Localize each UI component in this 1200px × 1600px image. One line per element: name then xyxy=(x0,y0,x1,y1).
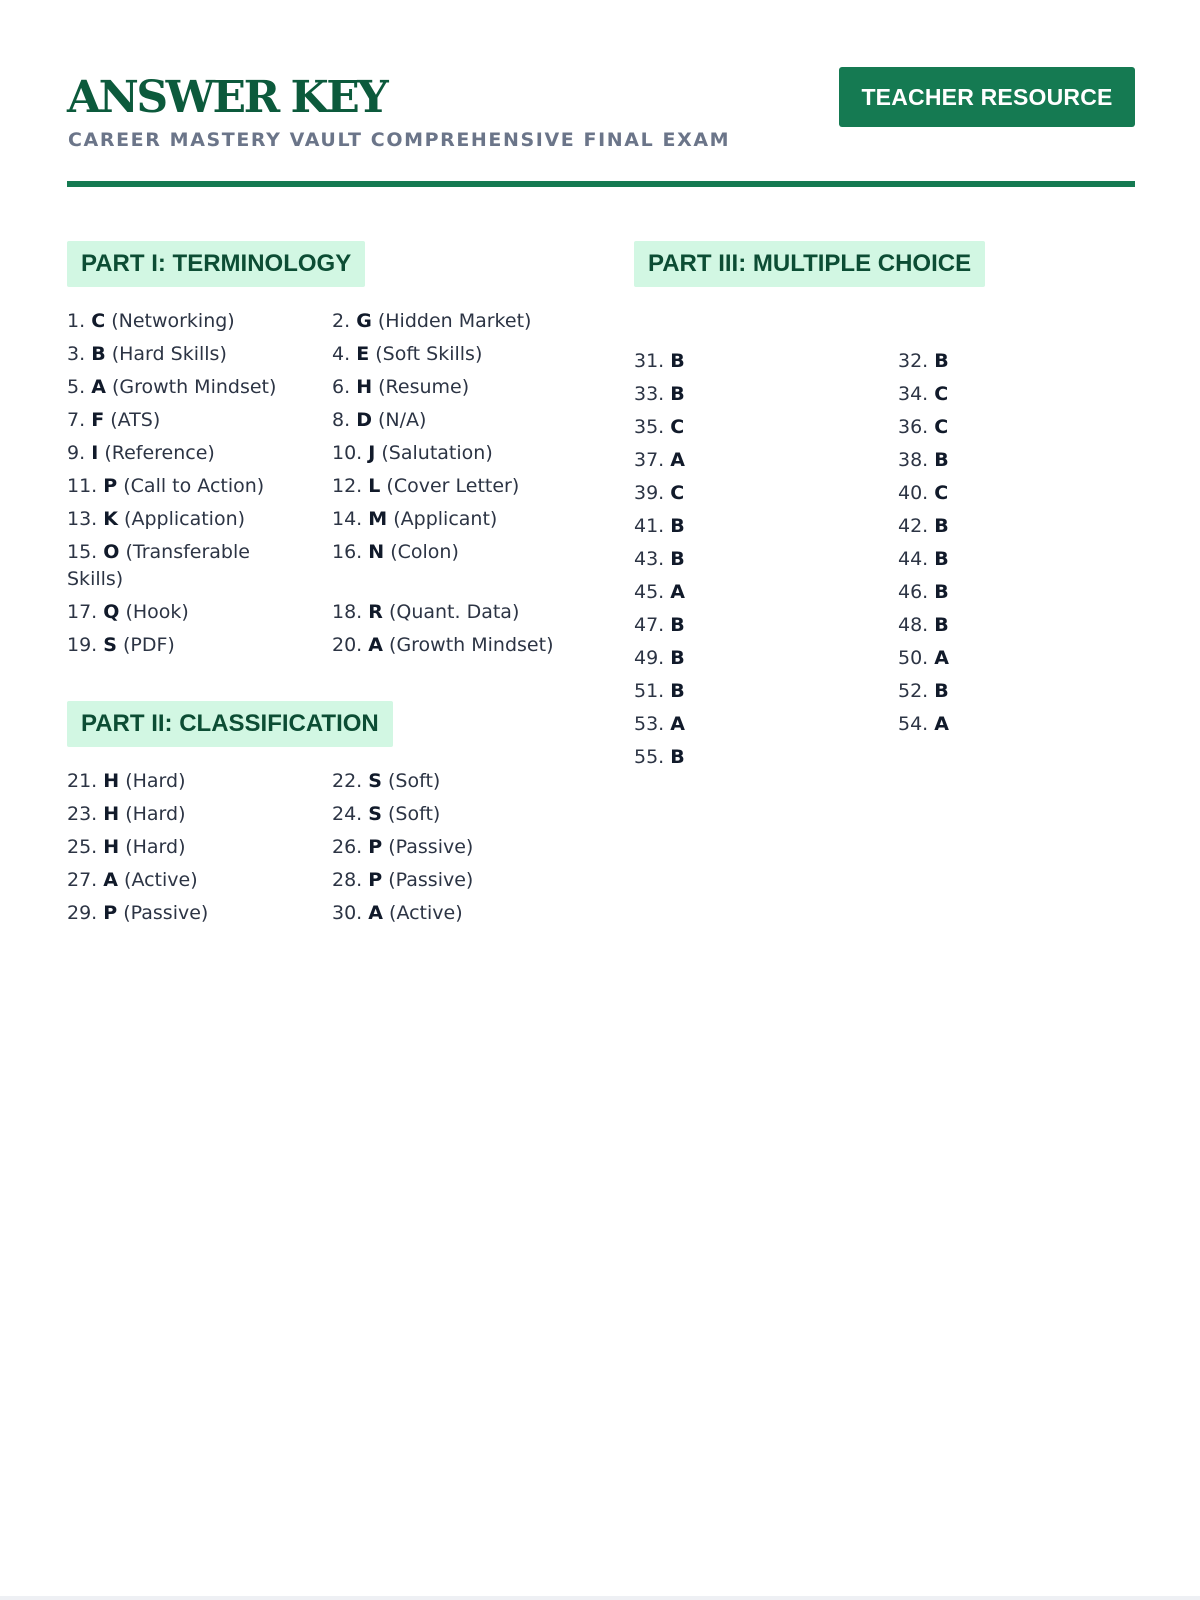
answer-term: (Quant. Data) xyxy=(388,601,520,623)
answer-letter: B xyxy=(670,614,685,636)
answer-number: 31. xyxy=(634,350,665,372)
answer-letter: B xyxy=(934,548,949,570)
answer-letter: B xyxy=(91,343,106,365)
answer-item xyxy=(634,645,874,672)
answer-letter: P xyxy=(368,836,383,858)
answer-item xyxy=(332,440,572,467)
answer-letter: H xyxy=(103,803,120,825)
answer-letter: B xyxy=(934,581,949,603)
answer-number: 20. xyxy=(332,634,363,656)
page-title: ANSWER KEY xyxy=(67,72,387,123)
answer-item xyxy=(634,678,874,705)
answer-item xyxy=(634,711,874,738)
answer-number: 30. xyxy=(332,902,363,924)
answer-item xyxy=(332,801,572,828)
part-2-heading: PART II: CLASSIFICATION xyxy=(67,701,393,747)
answer-letter: M xyxy=(368,508,388,530)
answer-number: 18. xyxy=(332,601,363,623)
answer-item xyxy=(634,480,874,507)
answer-number: 44. xyxy=(898,548,929,570)
answer-term: (Active) xyxy=(124,869,198,891)
answer-item xyxy=(898,612,1138,639)
answer-letter: A xyxy=(934,647,949,669)
answer-item xyxy=(332,632,572,659)
answer-item xyxy=(898,381,1138,408)
answer-term: (Transferable Skills) xyxy=(67,541,250,590)
answer-term: (Application) xyxy=(124,508,246,530)
answer-number: 43. xyxy=(634,548,665,570)
answer-number: 29. xyxy=(67,902,98,924)
answer-letter: N xyxy=(368,541,385,563)
answer-item xyxy=(67,506,307,533)
teacher-resource-badge: TEACHER RESOURCE xyxy=(839,67,1135,127)
answer-number: 25. xyxy=(67,836,98,858)
answer-term: (Hidden Market) xyxy=(377,310,532,332)
answer-item xyxy=(898,678,1138,705)
answer-term: (Hard) xyxy=(125,836,186,858)
answer-letter: F xyxy=(91,409,105,431)
answer-letter: A xyxy=(368,902,383,924)
answer-term: (Hard) xyxy=(125,770,186,792)
answer-item xyxy=(332,768,572,795)
answer-letter: B xyxy=(670,746,685,768)
answer-item xyxy=(67,867,307,894)
answer-item xyxy=(898,579,1138,606)
answer-number: 11. xyxy=(67,475,98,497)
answer-item xyxy=(332,539,572,566)
answer-item xyxy=(634,579,874,606)
answer-item xyxy=(634,381,874,408)
answer-item xyxy=(634,546,874,573)
answer-number: 39. xyxy=(634,482,665,504)
answer-number: 4. xyxy=(332,343,351,365)
answer-letter: L xyxy=(368,475,381,497)
answer-letter: A xyxy=(670,449,685,471)
answer-number: 55. xyxy=(634,746,665,768)
answer-letter: C xyxy=(934,482,949,504)
answer-number: 21. xyxy=(67,770,98,792)
answer-number: 8. xyxy=(332,409,351,431)
answer-item xyxy=(67,900,307,927)
answer-letter: B xyxy=(670,548,685,570)
answer-number: 51. xyxy=(634,680,665,702)
answer-number: 23. xyxy=(67,803,98,825)
answer-number: 16. xyxy=(332,541,363,563)
answer-term: (Passive) xyxy=(388,869,474,891)
answer-term: (Call to Action) xyxy=(123,475,265,497)
answer-number: 33. xyxy=(634,383,665,405)
answer-item xyxy=(634,447,874,474)
answer-item xyxy=(67,539,267,593)
answer-item xyxy=(67,341,307,368)
answer-letter: C xyxy=(91,310,106,332)
answer-term: (ATS) xyxy=(110,409,161,431)
answer-item xyxy=(67,834,307,861)
answer-term: (Colon) xyxy=(390,541,459,563)
answer-number: 1. xyxy=(67,310,86,332)
answer-letter: H xyxy=(103,836,120,858)
answer-number: 22. xyxy=(332,770,363,792)
answer-item xyxy=(332,473,572,500)
answer-item xyxy=(898,348,1138,375)
answer-letter: A xyxy=(368,634,383,656)
answer-item xyxy=(634,348,874,375)
answer-letter: B xyxy=(934,350,949,372)
answer-number: 38. xyxy=(898,449,929,471)
answer-term: (Active) xyxy=(389,902,463,924)
answer-term: (Hook) xyxy=(125,601,189,623)
answer-number: 54. xyxy=(898,713,929,735)
answer-item xyxy=(67,473,307,500)
answer-item xyxy=(67,407,307,434)
answer-letter: P xyxy=(103,902,118,924)
answer-letter: S xyxy=(103,634,117,656)
answer-number: 42. xyxy=(898,515,929,537)
answer-letter: C xyxy=(934,383,949,405)
answer-term: (Salutation) xyxy=(381,442,493,464)
answer-item xyxy=(67,768,307,795)
answer-term: (Soft) xyxy=(388,770,441,792)
answer-letter: Q xyxy=(103,601,120,623)
answer-letter: B xyxy=(670,647,685,669)
answer-item xyxy=(634,414,874,441)
answer-number: 50. xyxy=(898,647,929,669)
answer-number: 27. xyxy=(67,869,98,891)
answer-letter: B xyxy=(934,680,949,702)
answer-term: (Cover Letter) xyxy=(386,475,520,497)
header-divider xyxy=(67,181,1135,187)
answer-letter: P xyxy=(368,869,383,891)
answer-item xyxy=(898,645,1138,672)
answer-letter: A xyxy=(934,713,949,735)
answer-number: 3. xyxy=(67,343,86,365)
answer-item xyxy=(332,341,572,368)
answer-number: 48. xyxy=(898,614,929,636)
answer-item xyxy=(634,744,874,771)
answer-number: 2. xyxy=(332,310,351,332)
answer-item xyxy=(67,632,307,659)
answer-item xyxy=(898,480,1138,507)
answer-term: (Passive) xyxy=(388,836,474,858)
answer-term: (PDF) xyxy=(123,634,175,656)
answer-letter: H xyxy=(103,770,120,792)
answer-item xyxy=(332,506,572,533)
answer-term: (Resume) xyxy=(378,376,470,398)
answer-letter: I xyxy=(91,442,99,464)
answer-item xyxy=(67,308,307,335)
answer-letter: C xyxy=(670,416,685,438)
answer-term: (Growth Mindset) xyxy=(389,634,554,656)
answer-letter: D xyxy=(356,409,372,431)
answer-number: 53. xyxy=(634,713,665,735)
answer-item xyxy=(67,801,307,828)
answer-term: (Networking) xyxy=(111,310,235,332)
answer-number: 24. xyxy=(332,803,363,825)
answer-letter: A xyxy=(91,376,106,398)
answer-term: (Reference) xyxy=(104,442,215,464)
answer-item xyxy=(898,546,1138,573)
answer-letter: E xyxy=(356,343,370,365)
answer-number: 14. xyxy=(332,508,363,530)
answer-item xyxy=(67,599,307,626)
answer-letter: O xyxy=(103,541,120,563)
answer-letter: A xyxy=(670,713,685,735)
answer-number: 7. xyxy=(67,409,86,431)
answer-item xyxy=(332,867,572,894)
answer-item xyxy=(332,308,572,335)
answer-item xyxy=(67,374,307,401)
answer-letter: A xyxy=(670,581,685,603)
answer-letter: B xyxy=(670,383,685,405)
answer-letter: P xyxy=(103,475,118,497)
answer-number: 37. xyxy=(634,449,665,471)
answer-number: 17. xyxy=(67,601,98,623)
answer-item xyxy=(898,711,1138,738)
answer-term: (Soft) xyxy=(388,803,441,825)
answer-letter: B xyxy=(934,449,949,471)
answer-number: 6. xyxy=(332,376,351,398)
answer-item xyxy=(332,900,572,927)
answer-number: 40. xyxy=(898,482,929,504)
answer-number: 45. xyxy=(634,581,665,603)
answer-letter: C xyxy=(934,416,949,438)
exam-subtitle: CAREER MASTERY VAULT COMPREHENSIVE FINAL EXAM xyxy=(68,129,731,151)
answer-letter: R xyxy=(368,601,383,623)
answer-letter: S xyxy=(368,770,382,792)
answer-number: 32. xyxy=(898,350,929,372)
answer-item xyxy=(898,414,1138,441)
answer-term: (Hard Skills) xyxy=(111,343,227,365)
answer-number: 19. xyxy=(67,634,98,656)
answer-letter: H xyxy=(356,376,373,398)
answer-item xyxy=(332,374,572,401)
answer-letter: B xyxy=(934,515,949,537)
answer-item xyxy=(332,599,572,626)
part-1-heading: PART I: TERMINOLOGY xyxy=(67,241,365,287)
answer-term: (Passive) xyxy=(123,902,209,924)
answer-number: 41. xyxy=(634,515,665,537)
answer-number: 35. xyxy=(634,416,665,438)
answer-letter: B xyxy=(670,515,685,537)
answer-number: 15. xyxy=(67,541,98,563)
answer-number: 49. xyxy=(634,647,665,669)
answer-number: 5. xyxy=(67,376,86,398)
answer-item xyxy=(332,834,572,861)
answer-number: 28. xyxy=(332,869,363,891)
part-3-heading: PART III: MULTIPLE CHOICE xyxy=(634,241,985,287)
answer-term: (Soft Skills) xyxy=(375,343,483,365)
answer-number: 12. xyxy=(332,475,363,497)
answer-number: 52. xyxy=(898,680,929,702)
answer-number: 46. xyxy=(898,581,929,603)
answer-item xyxy=(898,447,1138,474)
answer-item xyxy=(634,513,874,540)
answer-letter: S xyxy=(368,803,382,825)
answer-number: 47. xyxy=(634,614,665,636)
answer-letter: B xyxy=(670,350,685,372)
answer-term: (N/A) xyxy=(378,409,427,431)
answer-letter: A xyxy=(103,869,118,891)
answer-letter: J xyxy=(368,442,376,464)
answer-item xyxy=(332,407,572,434)
answer-term: (Applicant) xyxy=(393,508,498,530)
answer-number: 26. xyxy=(332,836,363,858)
answer-number: 10. xyxy=(332,442,363,464)
answer-number: 34. xyxy=(898,383,929,405)
answer-item xyxy=(67,440,307,467)
page-bottom-edge xyxy=(0,1596,1200,1600)
answer-letter: G xyxy=(356,310,372,332)
answer-item xyxy=(898,513,1138,540)
answer-letter: C xyxy=(670,482,685,504)
answer-letter: B xyxy=(670,680,685,702)
answer-letter: B xyxy=(934,614,949,636)
answer-term: (Growth Mindset) xyxy=(111,376,277,398)
answer-number: 9. xyxy=(67,442,86,464)
answer-number: 13. xyxy=(67,508,98,530)
answer-number: 36. xyxy=(898,416,929,438)
answer-item xyxy=(634,612,874,639)
answer-letter: K xyxy=(103,508,118,530)
answer-term: (Hard) xyxy=(125,803,186,825)
